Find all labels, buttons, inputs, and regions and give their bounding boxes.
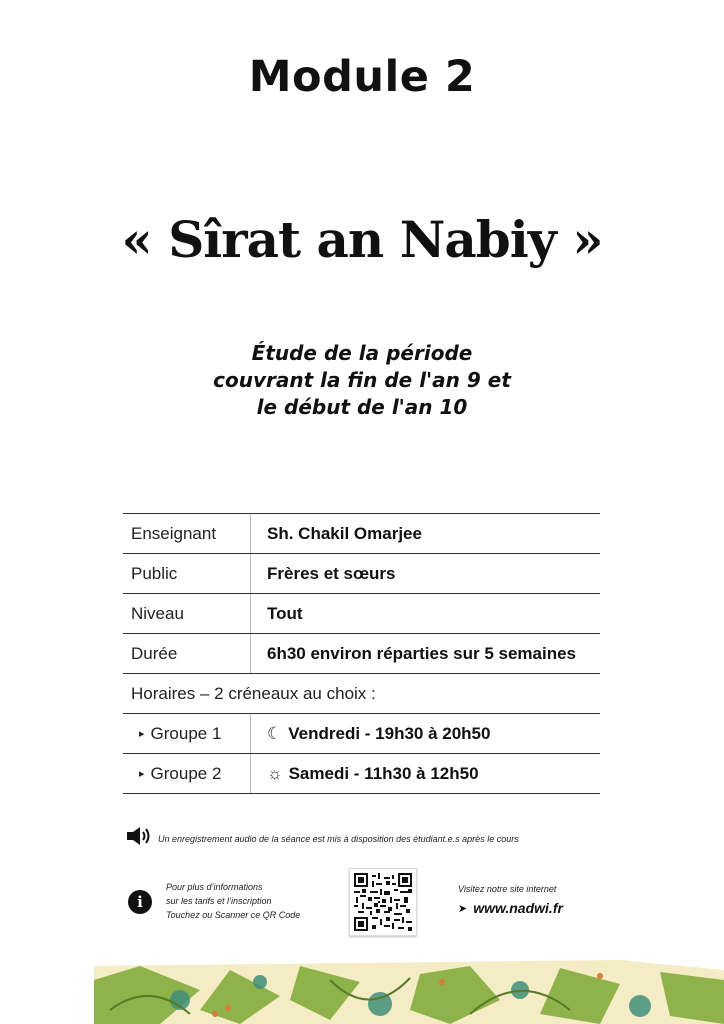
website-link[interactable] [458, 900, 563, 916]
group-schedule-text: Samedi - 11h30 à 12h50 [288, 763, 479, 783]
horaires-label: Horaires – 2 créneaux au choix : [131, 683, 376, 703]
subtitle-line-3: le début de l'an 10 [256, 395, 468, 419]
subtitle-line-2: couvrant la fin de l'an 9 et [213, 368, 511, 392]
moon-icon: ☾ [267, 723, 283, 743]
main-title: « Sîrat an Nabiy » [121, 210, 603, 269]
triangle-right-icon: ▸ [139, 768, 145, 780]
table-row-enseignant [123, 514, 600, 554]
row-label: Enseignant [123, 514, 251, 553]
row-value: Frères et sœurs [267, 563, 396, 583]
table-row-duree [123, 634, 600, 674]
info-line-1: Pour plus d’informations [166, 882, 263, 892]
arrow-icon: ➤ [458, 902, 468, 915]
table-row-horaires [123, 674, 600, 714]
row-value: Sh. Chakil Omarjee [267, 523, 422, 543]
info-line-3: Touchez ou Scanner ce QR Code [166, 910, 301, 920]
audio-note [126, 826, 606, 852]
info-line-2: sur les tarifs et l’inscription [166, 896, 272, 906]
group-label-text: Groupe 2 [150, 763, 222, 783]
row-value: 6h30 environ réparties sur 5 semaines [267, 643, 576, 663]
subtitle-line-1: Étude de la période [251, 341, 473, 365]
visit-text: Visitez notre site internet [458, 884, 557, 894]
table-row-public [123, 554, 600, 594]
group-schedule-text: Vendredi - 19h30 à 20h50 [288, 723, 491, 743]
module-title: Module 2 [248, 52, 476, 102]
row-label: Niveau [123, 594, 251, 633]
table-row-groupe-2 [123, 754, 600, 794]
group-label [123, 754, 251, 793]
info-text [166, 880, 300, 922]
audio-note-text: Un enregistrement audio de la séance est mis à disposition des étudiant.e.s après le cours [158, 834, 519, 844]
subtitle [0, 340, 724, 421]
group-label-text: Groupe 1 [150, 723, 222, 743]
decorative-pattern [0, 960, 724, 1024]
group-schedule [251, 724, 490, 744]
row-label: Public [123, 554, 251, 593]
group-schedule [251, 764, 479, 784]
website-url[interactable]: www.nadwi.fr [473, 900, 563, 916]
row-value: Tout [267, 603, 303, 623]
sun-icon: ☼ [267, 763, 283, 783]
table-row-niveau [123, 594, 600, 634]
qr-code[interactable] [349, 868, 417, 936]
table-row-groupe-1 [123, 714, 600, 754]
info-block [128, 880, 300, 922]
speaker-icon [126, 826, 158, 852]
group-label [123, 714, 251, 753]
info-table [123, 513, 600, 794]
website-block [458, 884, 563, 916]
row-label: Durée [123, 634, 251, 673]
info-icon: i [128, 890, 152, 914]
triangle-right-icon: ▸ [139, 728, 145, 740]
